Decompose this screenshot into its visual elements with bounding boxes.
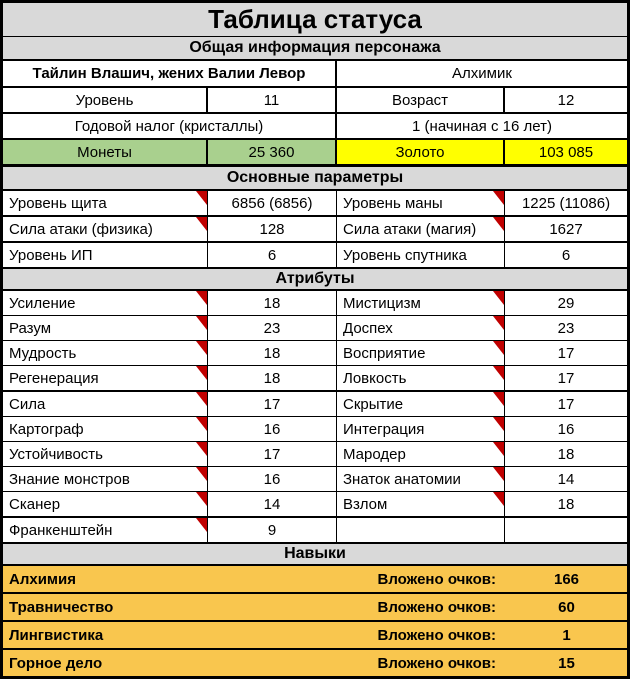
note-triangle-icon — [196, 316, 207, 330]
attr-label — [337, 341, 505, 365]
attr-label-text: Франкенштейн — [9, 521, 113, 539]
attribute-row — [3, 366, 627, 392]
note-triangle-icon — [493, 417, 504, 431]
note-triangle-icon — [493, 341, 504, 355]
attr-label — [337, 291, 505, 315]
attr-label-text: Сила — [9, 395, 46, 413]
param-value: 6 — [208, 243, 337, 267]
age-value: 12 — [557, 91, 575, 109]
attr-label-text: Доспех — [343, 319, 393, 337]
attr-value: 23 — [208, 316, 337, 340]
note-triangle-icon — [196, 291, 207, 305]
skill-points-label: Вложено очков: — [377, 570, 496, 588]
note-triangle-icon — [493, 392, 504, 406]
param-value: 1225 (11086) — [521, 194, 611, 212]
param-value: 6856 (6856) — [208, 191, 337, 215]
note-triangle-icon — [493, 467, 504, 481]
attr-label-text: Восприятие — [343, 344, 426, 362]
note-triangle-icon — [196, 467, 207, 481]
skill-points-label: Вложено очков: — [377, 654, 496, 672]
note-triangle-icon — [493, 191, 504, 205]
attr-label — [3, 341, 208, 365]
note-triangle-icon — [493, 442, 504, 456]
attr-label — [337, 316, 505, 340]
attr-label — [3, 417, 208, 441]
attr-label — [337, 366, 505, 390]
note-triangle-icon — [493, 366, 504, 380]
note-triangle-icon — [196, 518, 207, 532]
tax-label: Годовой налог (кристаллы) — [3, 114, 337, 138]
gold-value: 103 085 — [505, 140, 627, 164]
attr-label-text: Знаток анатомии — [343, 470, 461, 488]
attr-label — [337, 518, 505, 542]
param-label — [3, 217, 208, 241]
skill-points-label: Вложено очков: — [377, 626, 496, 644]
param-value: 1627 — [549, 220, 583, 238]
skill-row — [3, 594, 627, 622]
param-row — [3, 191, 627, 217]
param-label-text: Сила атаки (магия) — [343, 220, 477, 238]
currency-row — [3, 140, 627, 167]
attribute-row — [3, 518, 627, 544]
param-label: Уровень ИП — [3, 243, 208, 267]
skill-name: Травничество — [9, 598, 114, 616]
skill-row — [3, 650, 627, 676]
attribute-row — [3, 417, 627, 442]
table-title: Таблица статуса — [3, 3, 627, 37]
attr-label-text: Скрытие — [343, 395, 404, 413]
note-triangle-icon — [196, 417, 207, 431]
attr-label — [3, 366, 208, 390]
attr-value: 18 — [557, 495, 575, 513]
attribute-row — [3, 467, 627, 492]
level-value: 11 — [208, 88, 337, 112]
attr-label — [337, 442, 505, 466]
attr-value: 18 — [208, 291, 337, 315]
attr-label — [337, 392, 505, 416]
skill-points-value: 15 — [558, 654, 575, 672]
attr-label-text: Мародер — [343, 445, 406, 463]
level-label: Уровень — [3, 88, 208, 112]
attr-label-text: Разум — [9, 319, 52, 337]
attr-label-text: Регенерация — [9, 369, 99, 387]
attr-label-text: Картограф — [9, 420, 84, 438]
attr-value: 9 — [208, 518, 337, 542]
attr-label — [3, 492, 208, 516]
skill-name: Алхимия — [9, 570, 76, 588]
attr-value: 18 — [557, 445, 575, 463]
tax-value: 1 (начиная с 16 лет) — [412, 117, 552, 135]
coins-label: Монеты — [3, 140, 208, 164]
attr-label-text: Интеграция — [343, 420, 425, 438]
attr-label — [3, 291, 208, 315]
attr-label-text: Устойчивость — [9, 445, 103, 463]
skill-points-value: 166 — [553, 570, 580, 588]
attr-value: 29 — [557, 294, 575, 312]
attr-value: 14 — [208, 492, 337, 516]
attr-value: 14 — [557, 470, 575, 488]
skill-row — [3, 566, 627, 594]
note-triangle-icon — [196, 217, 207, 231]
attribute-row — [3, 392, 627, 417]
attr-value: 17 — [557, 395, 575, 413]
attr-label — [3, 392, 208, 416]
attr-label — [337, 492, 505, 516]
note-triangle-icon — [196, 492, 207, 506]
param-label — [337, 217, 505, 241]
name-class-row — [3, 61, 627, 88]
attr-label-text: Мудрость — [9, 344, 77, 362]
param-label — [3, 191, 208, 215]
attr-label-text: Ловкость — [343, 369, 407, 387]
attr-label-text: Знание монстров — [9, 470, 130, 488]
attr-label-text: Сканер — [9, 495, 61, 513]
param-row — [3, 243, 627, 269]
attr-label-text: Усиление — [9, 294, 76, 312]
attr-value: 18 — [208, 366, 337, 390]
attr-label — [337, 417, 505, 441]
attr-value: 16 — [208, 467, 337, 491]
attr-label-text: Мистицизм — [343, 294, 421, 312]
param-label — [337, 191, 505, 215]
attr-label — [3, 442, 208, 466]
attr-label — [3, 518, 208, 542]
skill-name: Горное дело — [9, 654, 103, 672]
skill-row — [3, 622, 627, 650]
attr-value — [505, 518, 627, 542]
skill-name: Лингвистика — [9, 626, 104, 644]
attr-value: 17 — [208, 442, 337, 466]
attr-value: 16 — [208, 417, 337, 441]
attribute-row — [3, 492, 627, 518]
note-triangle-icon — [493, 217, 504, 231]
param-label-text: Сила атаки (физика) — [9, 220, 153, 238]
param-value: 6 — [561, 246, 571, 264]
attr-value: 17 — [557, 344, 575, 362]
section-header-attributes: Атрибуты — [3, 269, 627, 291]
param-label-text: Уровень щита — [9, 194, 107, 212]
attr-label-text: Взлом — [343, 495, 388, 513]
attr-label — [3, 316, 208, 340]
attribute-row — [3, 341, 627, 366]
attr-value: 17 — [557, 369, 575, 387]
coins-value: 25 360 — [208, 140, 337, 164]
param-value: 128 — [208, 217, 337, 241]
tax-row — [3, 114, 627, 140]
note-triangle-icon — [196, 392, 207, 406]
note-triangle-icon — [493, 492, 504, 506]
skill-points-value: 60 — [558, 598, 575, 616]
note-triangle-icon — [493, 291, 504, 305]
note-triangle-icon — [196, 191, 207, 205]
note-triangle-icon — [196, 341, 207, 355]
section-header-params: Основные параметры — [3, 167, 627, 191]
note-triangle-icon — [196, 442, 207, 456]
param-label: Уровень спутника — [337, 243, 505, 267]
attr-label — [337, 467, 505, 491]
attribute-row — [3, 291, 627, 316]
attribute-row — [3, 442, 627, 467]
section-header-skills: Навыки — [3, 544, 627, 566]
character-name: Тайлин Влашич, жених Валии Левор — [3, 61, 337, 86]
level-age-row — [3, 88, 627, 114]
attr-value: 16 — [557, 420, 575, 438]
section-header-general: Общая информация персонажа — [3, 37, 627, 61]
param-row — [3, 217, 627, 243]
attribute-row — [3, 316, 627, 341]
attr-value: 17 — [208, 392, 337, 416]
param-label-text: Уровень маны — [343, 194, 443, 212]
skill-points-label: Вложено очков: — [377, 598, 496, 616]
gold-label: Золото — [337, 140, 505, 164]
age-label: Возраст — [337, 88, 505, 112]
attr-label — [3, 467, 208, 491]
note-triangle-icon — [493, 316, 504, 330]
skill-points-value: 1 — [562, 626, 571, 644]
attr-value: 18 — [208, 341, 337, 365]
note-triangle-icon — [196, 366, 207, 380]
character-class: Алхимик — [452, 65, 512, 82]
attr-value: 23 — [557, 319, 575, 337]
